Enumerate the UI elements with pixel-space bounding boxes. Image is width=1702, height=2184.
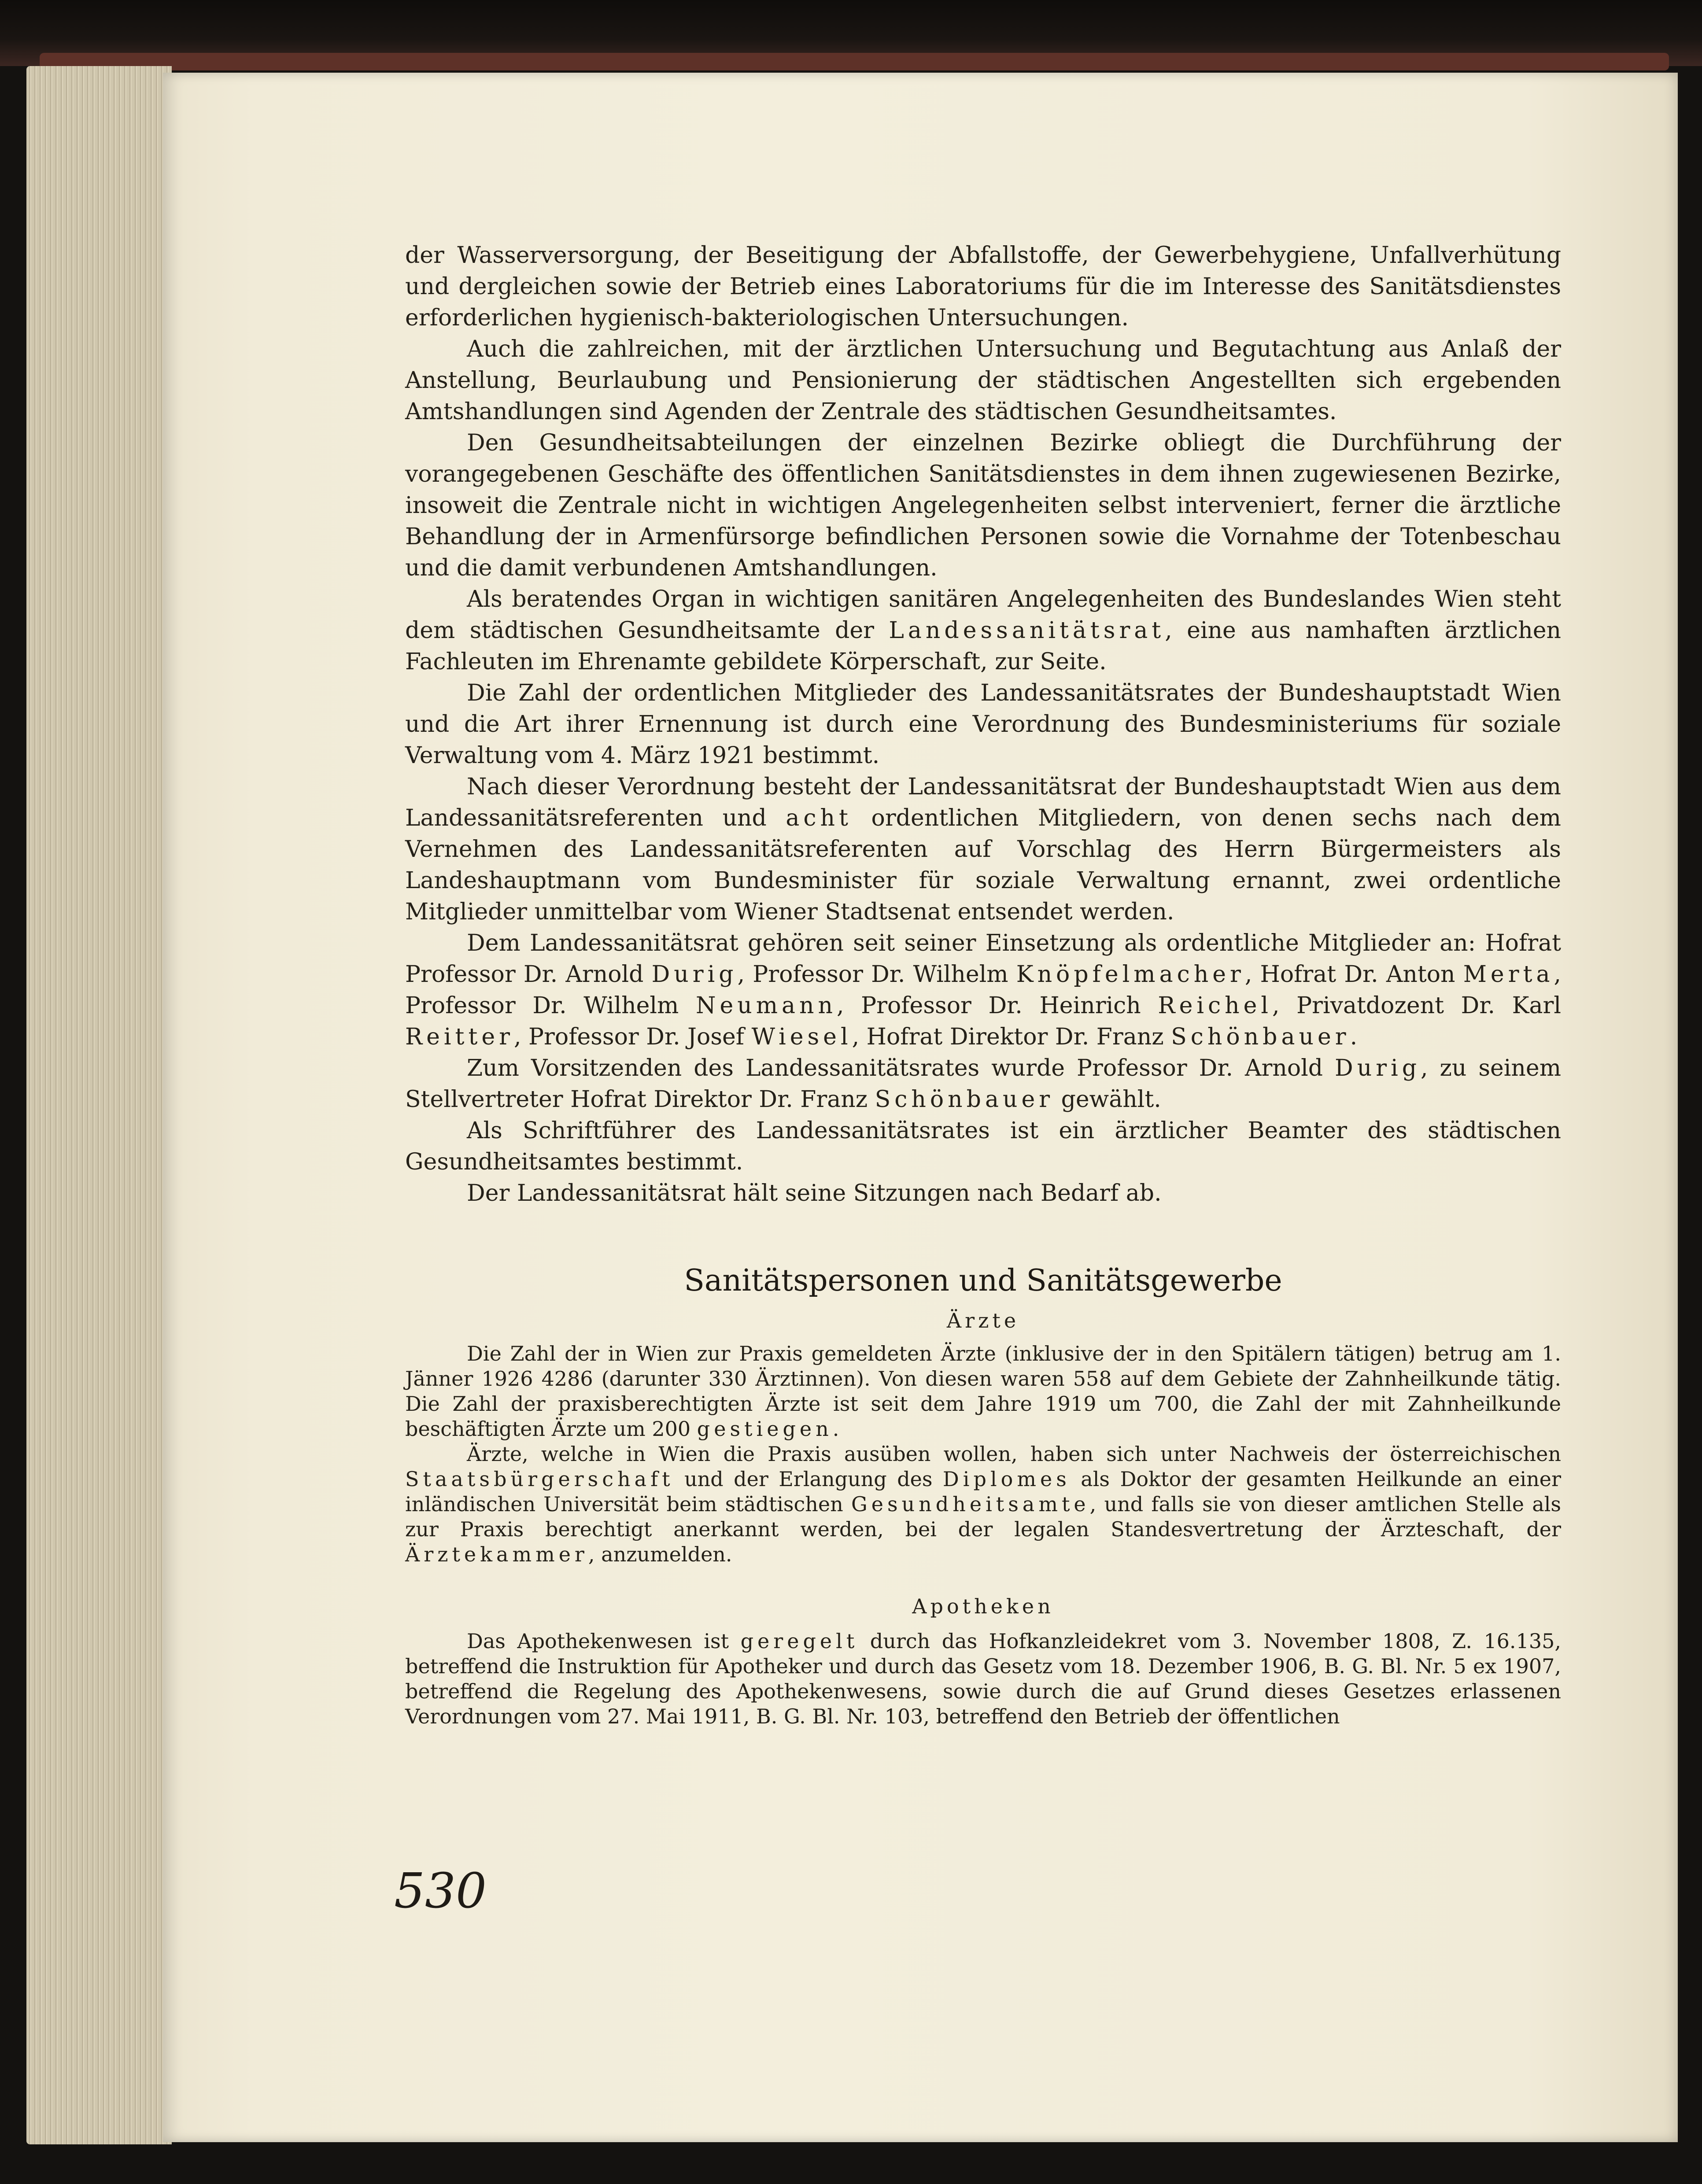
paragraph: Die Zahl der ordentlichen Mitglieder des Landessanitätsrates der Bundeshauptstadt Wien und die Art ihrer Ernennung ist durch eine Verordnung des Bundesministeriums für soziale Verwaltung vom 4. März 1921 bestimmt. <box>405 680 1561 769</box>
paragraph: der Wasserversorgung, der Beseitigung der Abfallstoffe, der Gewerbehygiene, Unfallverhütung und dergleichen sowie der Betrieb eines Laboratoriums für die im Interesse des Sanitätsdienstes erforderlichen hygienisch-bakteriologischen Untersuchungen. <box>405 242 1561 331</box>
section-heading: Sanitätspersonen und Sanitätsgewerbe <box>684 1263 1282 1298</box>
subsection-heading-aerzte: Ärzte <box>946 1309 1020 1332</box>
paragraph: Die Zahl der in Wien zur Praxis gemeldeten Ärzte (inklusive der in den Spitälern tätigen) betrug am 1. Jänner 1926 4286 (darunter 330 Ärztinnen). Von diesen waren 558 auf dem Gebiete der Zahnheilkunde tätig. Die Zahl der praxisberechtigten Ärzte ist seit dem Jahre 1919 um 700, die Zahl der mit Zahnheilkunde beschäftigten Ärzte um 200 gestiegen. <box>405 1342 1561 1441</box>
paragraph: Auch die zahlreichen, mit der ärztlichen Untersuchung und Begutachtung aus Anlaß der Anstellung, Beurlaubung und Pensionierung der städtischen Angestellten sich ergebenden Amtshandlungen sind Agenden der Zentrale des städtischen Gesundheitsamtes. <box>405 336 1561 425</box>
paragraph: Nach dieser Verordnung besteht der Landessanitätsrat der Bundeshauptstadt Wien aus dem Landessanitätsreferenten und acht ordentlichen Mitgliedern, von denen sechs nach dem Vernehmen des Landessanitätsreferenten auf Vorschlag des Herrn Bürgermeisters als Landeshauptmann vom Bundesminister für soziale Verwaltung ernannt, zwei ordentliche Mitglieder unmittelbar vom Wiener Stadtsenat entsendet werden. <box>405 774 1561 925</box>
paragraph: Dem Landessanitätsrat gehören seit seiner Einsetzung als ordentliche Mitglieder an: Hofrat Professor Dr. Arnold Durig, Professor Dr. Wilhelm Knöpfelmacher, Hofrat Dr. Anton Merta, Professor Dr. Wilhelm Neumann, Professor Dr. Heinrich Reichel, Privatdozent Dr. Karl Reitter, Professor Dr. Josef Wiesel, Hofrat Direktor Dr. Franz Schönbauer. <box>405 930 1561 1050</box>
page-number: 530 <box>394 1863 487 1919</box>
paragraph: Als beratendes Organ in wichtigen sanitären Angelegenheiten des Bundeslandes Wien steht dem städtischen Gesundheitsamte der Landessanitätsrat, eine aus namhaften ärztlichen Fachleuten im Ehrenamte gebildete Körperschaft, zur Seite. <box>405 586 1561 675</box>
paragraph: Als Schriftführer des Landessanitätsrates ist ein ärztlicher Beamter des städtischen Gesundheitsamtes bestimmt. <box>405 1118 1561 1175</box>
paragraph: Zum Vorsitzenden des Landessanitätsrates wurde Professor Dr. Arnold Durig, zu seinem Stellvertreter Hofrat Direktor Dr. Franz Schönbauer gewählt. <box>405 1055 1561 1113</box>
page-edges <box>26 66 172 2144</box>
paragraph: Ärzte, welche in Wien die Praxis ausüben wollen, haben sich unter Nachweis der österreichischen Staatsbürgerschaft und der Erlangung des Diplomes als Doktor der gesamten Heilkunde an einer inländischen Universität beim städtischen Gesundheitsamte, und falls sie von dieser amtlichen Stelle als zur Praxis berechtigt anerkannt werden, bei der legalen Standesvertretung der Ärzteschaft, der Ärztekammer, anzumelden. <box>405 1442 1561 1566</box>
paragraph: Das Apothekenwesen ist geregelt durch das Hofkanzleidekret vom 3. November 1808, Z. 16.135, betreffend die Instruktion für Apotheker und durch das Gesetz vom 18. Dezember 1906, B. G. Bl. Nr. 5 ex 1907, betreffend die Regelung des Apothekenwesens, sowie durch die auf Grund dieses Gesetzes erlassenen Verordnungen vom 27. Mai 1911, B. G. Bl. Nr. 103, betreffend den Betrieb der öffentlichen <box>405 1629 1561 1728</box>
page-text <box>405 240 1561 1729</box>
paragraph: Den Gesundheitsabteilungen der einzelnen Bezirke obliegt die Durchführung der vorangegebenen Geschäfte des öffentlichen Sanitätsdienstes in dem ihnen zugewiesenen Bezirke, insoweit die Zentrale nicht in wichtigen Angelegenheiten selbst interveniert, ferner die ärztliche Behandlung der in Armenfürsorge befindlichen Personen sowie die Vornahme der Totenbeschau und die damit verbundenen Amtshandlungen. <box>405 430 1561 581</box>
book-cover-spine-edge <box>40 53 1669 70</box>
subsection-heading-apotheken: Apotheken <box>912 1594 1054 1618</box>
paragraph: Der Landessanitätsrat hält seine Sitzungen nach Bedarf ab. <box>467 1180 1162 1206</box>
